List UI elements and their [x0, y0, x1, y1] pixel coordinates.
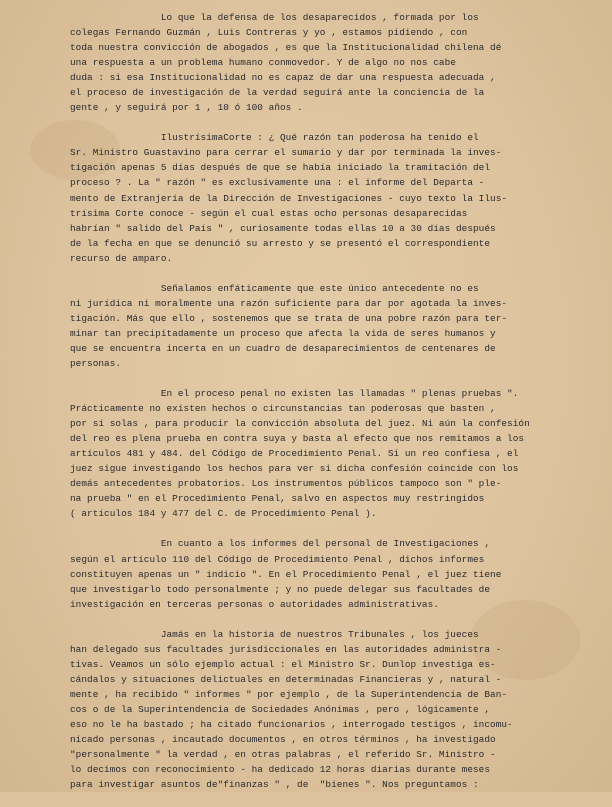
text-line: el proceso de investigación de la verdad seguirá ante la conciencia de la — [70, 87, 485, 99]
text-line: nicado personas , incautado documentos , en otros términos , ha investigado — [70, 734, 496, 746]
text-line: han delegado sus facultades jurisdiccionales en las autoridades administra - — [70, 643, 502, 655]
text-line: mento de Extranjería de la Dirección de Investigaciones - cuyo texto la Ilus- — [70, 192, 508, 204]
text-line: cándalos y situaciones delictuales en determinadas Financieras y , natural - — [70, 673, 502, 685]
paragraph — [70, 10, 545, 115]
text-line: na prueba " en el Procedimiento Penal, salvo en aspectos muy restringidos — [70, 493, 485, 505]
text-line: proceso ? . La " razón " es exclusivamente una : el informe del Departa - — [70, 177, 485, 189]
paragraph — [70, 627, 545, 793]
text-line: Sr. Ministro Guastavino para cerrar el sumario y dar por terminada la inves- — [70, 147, 502, 159]
paragraph — [70, 130, 545, 265]
text-line: juez sigue investigando los hechos para ver si dicha confesión coincide con los — [70, 463, 519, 475]
text-line: lo decimos con reconocimiento - ha dedicado 12 horas diarias durante meses — [70, 764, 491, 776]
text-line: tigación. Más que ello , sostenemos que se trata de una pobre razón para ter- — [70, 312, 508, 324]
text-line: del reo es plena prueba en contra suya y basta al efecto que nos remitamos a los — [70, 433, 525, 445]
text-line: En el proceso penal no existen las llamadas " plenas pruebas ". — [70, 388, 519, 400]
text-line: mente , ha recibido " informes " por ejemplo , de la Superintendencia de Ban- — [70, 688, 508, 700]
text-line: demás antecedentes probatorios. Los instrumentos públicos tampoco son " ple- — [70, 478, 502, 490]
text-line: por sí solas , para producir la convicción absoluta del juez. Ni aún la confesión — [70, 418, 530, 430]
text-line: una respuesta a un problema humano conmovedor. Y de algo no nos cabe — [70, 57, 456, 69]
typed-document-body — [70, 10, 545, 807]
text-line: de la fecha en que se denunció su arresto y se presentó el correspondiente — [70, 237, 491, 249]
text-line: Lo que la defensa de los desaparecidos , formada por los — [70, 12, 479, 23]
text-line: ni jurídica ni moralmente una razón suficiente para dar por agotada la inves- — [70, 297, 508, 309]
text-line: investigación en terceras personas o autoridades administrativas. — [70, 598, 439, 610]
text-line: minar tan precipitadamente un proceso que afecta la vida de seres humanos y — [70, 327, 496, 339]
text-line: constituyen apenas un " indicio ". En el Procedimiento Penal , el juez tiene — [70, 568, 502, 580]
text-line: trísima Corte conoce - según el cual estas ocho personas desaparecidas — [70, 207, 468, 219]
text-line: En cuanto a los informes del personal de Investigaciones , — [70, 538, 491, 550]
paragraph — [70, 536, 545, 611]
text-line: "personalmente " la verdad , en otras palabras , el referido Sr. Ministro - — [70, 749, 496, 761]
paragraph — [70, 386, 545, 521]
text-line: personas. — [70, 357, 122, 369]
text-line: recurso de amparo. — [70, 252, 173, 264]
text-line: colegas Fernando Guzmán , Luis Contreras y yo , estamos pidiendo , con — [70, 27, 468, 39]
paragraph — [70, 281, 545, 371]
text-line: tivas. Veamos un sólo ejemplo actual : el Ministro Sr. Dunlop investiga es- — [70, 658, 496, 670]
text-line: duda : si esa Institucionalidad no es capaz de dar una respuesta adecuada , — [70, 72, 496, 84]
text-line: que se encuentra incerta en un cuadro de desaparecimientos de centenares de — [70, 342, 496, 354]
text-line: para investigar asuntos de"finanzas " , de "bienes ". Nos preguntamos : — [70, 779, 479, 791]
text-line: IlustrísimaCorte : ¿ Qué razón tan poderosa ha tenido el — [70, 132, 479, 144]
text-line: tigación apenas 5 días después de que se había iniciado la tramitación del — [70, 162, 491, 174]
text-line: Jamás en la historia de nuestros Tribunales , los jueces — [70, 628, 479, 640]
text-line: según el artículo 110 del Código de Procedimiento Penal , dichos informes — [70, 553, 485, 565]
text-line: cos o de la Superintendencia de Sociedades Anónimas , pero , lógicamente , — [70, 703, 491, 715]
text-line: artículos 481 y 484. del Código de Procedimiento Penal. Si un reo confiesa , el — [70, 448, 519, 460]
text-line: Prácticamente no existen hechos o circunstancias tan poderosas que basten , — [70, 403, 496, 415]
text-line: toda nuestra convicción de abogados , es que la Institucionalidad chilena dé — [70, 42, 502, 54]
text-line: Señalamos enfáticamente que este único antecedente no es — [70, 282, 479, 294]
text-line: ( artículos 184 y 477 del C. de Procedimiento Penal ). — [70, 508, 377, 520]
text-line: que investigarlo todo personalmente ; y no puede delegar sus facultades de — [70, 583, 491, 595]
text-line: habrían " salido del País " , curiosamente todas ellas 10 a 30 días después — [70, 222, 496, 234]
text-line: gente , y seguirá por 1 , 10 ó 100 años . — [70, 102, 303, 114]
text-line: eso no le ha bastado ; ha citado funcionarios , interrogado testigos , incomu- — [70, 718, 513, 730]
